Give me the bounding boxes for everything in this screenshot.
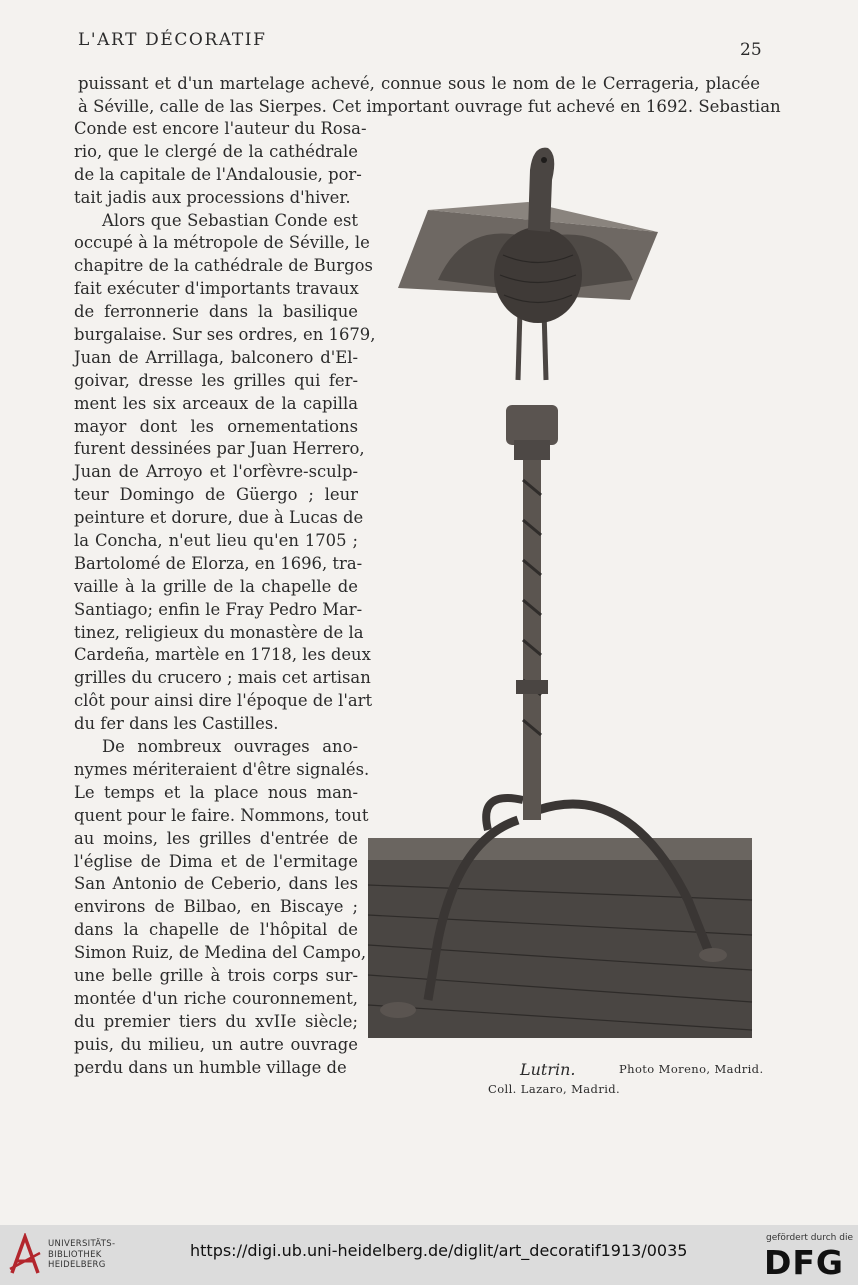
text-line: nymes mériteraient d'être signalés. (74, 759, 370, 779)
text-line: Conde est encore l'auteur du Rosa- (74, 119, 367, 138)
sponsor-note: gefördert durch die (766, 1233, 853, 1243)
text-line: de la capitale de l'Andalousie, por- (74, 164, 362, 184)
text-line: de ferronnerie dans la basilique (74, 302, 358, 322)
library-name[interactable] (48, 1239, 115, 1271)
text-line: peinture et dorure, due à Lucas de (74, 508, 364, 528)
running-header: L'ART DÉCORATIF (78, 30, 267, 50)
text-line: à Séville, calle de las Sierpes. Cet important ouvrage fut achevé en 1692. Sebastian (78, 97, 781, 116)
collection-credit: Coll. Lazaro, Madrid. (488, 1082, 621, 1096)
viewer-footer (0, 1225, 858, 1285)
text-line: Simon Ruiz, de Medina del Campo, (74, 943, 367, 963)
text-line: occupé à la métropole de Séville, le (74, 233, 370, 253)
text-column (74, 118, 376, 1079)
text-line: dans la chapelle de l'hôpital de (74, 920, 358, 940)
text-line: Cardeña, martèle en 1718, les deux (74, 645, 371, 665)
text-line: fait exécuter d'importants travaux (74, 279, 359, 299)
text-line: du premier tiers du xvIIe siècle; (74, 1011, 358, 1031)
text-line: furent dessinées par Juan Herrero, (74, 439, 365, 459)
text-line: teur Domingo de Güergo ; leur (74, 485, 358, 505)
text-line: tinez, religieux du monastère de la (74, 622, 364, 642)
text-line: Le temps et la place nous man- (74, 782, 358, 802)
text-line: perdu dans un humble village de (74, 1057, 347, 1077)
text-line: Alors que Sebastian Conde est (102, 210, 358, 230)
dfg-logo[interactable]: DFG (764, 1243, 845, 1282)
figure-caption: Lutrin. (520, 1060, 576, 1079)
text-line: tait jadis aux processions d'hiver. (74, 187, 351, 207)
text-line: ment les six arceaux de la capilla (74, 393, 358, 413)
library-name-line: UNIVERSITÄTS- (48, 1239, 116, 1249)
text-line: rio, que le clergé de la cathédrale (74, 141, 358, 161)
text-line: l'église de Dima et de l'ermitage (74, 851, 358, 871)
text-line: Bartolomé de Elorza, en 1696, tra- (74, 553, 363, 573)
text-line: mayor dont les ornementations (74, 416, 358, 436)
permalink-url[interactable]: https://digi.ub.uni-heidelberg.de/diglit/art_decoratif1913/0035 (190, 1241, 688, 1260)
text-line: burgalaise. Sur ses ordres, en 1679, (74, 325, 376, 345)
text-line: goivar, dresse les grilles qui fer- (74, 370, 358, 390)
lectern-photograph (368, 140, 754, 1045)
text-line: quent pour le faire. Nommons, tout (74, 805, 369, 825)
text-line: grilles du crucero ; mais cet artisan (74, 668, 371, 688)
university-library-logo-icon[interactable] (8, 1233, 42, 1277)
text-line: une belle grille à trois corps sur- (74, 965, 358, 985)
text-line: Santiago; enfin le Fray Pedro Mar- (74, 599, 363, 619)
text-line: San Antonio de Ceberio, dans les (74, 874, 358, 894)
text-line: vaille à la grille de la chapelle de (74, 576, 358, 596)
text-line: montée d'un riche couronnement, (74, 988, 358, 1008)
text-line: la Concha, n'eut lieu qu'en 1705 ; (74, 531, 358, 551)
text-line: chapitre de la cathédrale de Burgos (74, 256, 373, 276)
photo-credit: Photo Moreno, Madrid. (619, 1062, 764, 1076)
library-name-line: HEIDELBERG (48, 1260, 106, 1270)
text-line: De nombreux ouvrages ano- (102, 737, 358, 757)
text-line: Juan de Arroyo et l'orfèvre-sculp- (74, 462, 358, 482)
text-line: au moins, les grilles d'entrée de (74, 828, 358, 848)
text-line: puissant et d'un martelage achevé, connue sous le nom de le Cerrageria, placée (78, 74, 760, 93)
text-line: puis, du milieu, un autre ouvrage (74, 1034, 358, 1054)
page-number: 25 (740, 40, 762, 60)
text-line: environs de Bilbao, en Biscaye ; (74, 897, 358, 917)
library-name-line: BIBLIOTHEK (48, 1249, 102, 1260)
text-line: du fer dans les Castilles. (74, 714, 279, 734)
text-line: Juan de Arrillaga, balconero d'El- (74, 347, 358, 367)
text-line: clôt pour ainsi dire l'époque de l'art (74, 691, 373, 711)
